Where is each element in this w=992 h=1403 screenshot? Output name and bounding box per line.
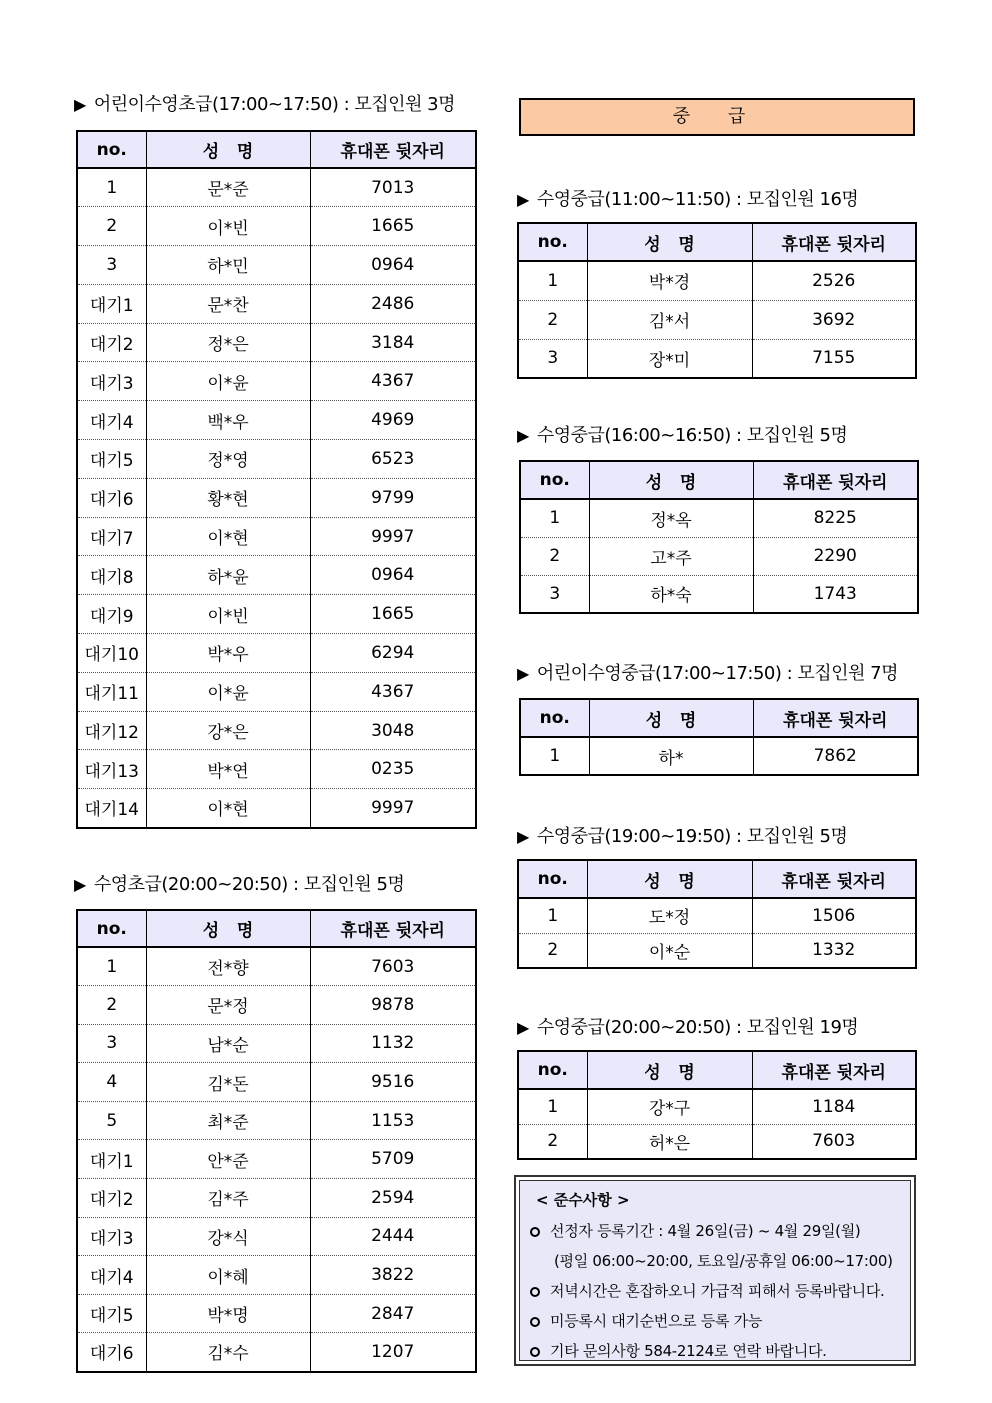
cell-name: 하*윤 bbox=[146, 556, 310, 595]
circle-bullet-icon bbox=[530, 1287, 540, 1297]
cell-name: 김*돈 bbox=[146, 1063, 310, 1102]
cell-phone: 4367 bbox=[310, 672, 476, 711]
header-name: 성 명 bbox=[146, 131, 310, 168]
cell-name: 강*은 bbox=[146, 711, 310, 750]
cell-no: 3 bbox=[77, 246, 146, 285]
cell-phone: 0964 bbox=[310, 556, 476, 595]
table-row bbox=[77, 207, 476, 246]
cell-name: 김*서 bbox=[587, 300, 752, 339]
header-phone: 휴대폰 뒷자리 bbox=[310, 131, 476, 168]
cell-phone: 3692 bbox=[752, 300, 916, 339]
table-row bbox=[77, 168, 476, 207]
triangle-bullet-icon: ▶ bbox=[517, 827, 529, 846]
table-row bbox=[77, 323, 476, 362]
header-phone: 휴대폰 뒷자리 bbox=[752, 1051, 916, 1089]
table-row bbox=[518, 1089, 916, 1124]
cell-name: 문*정 bbox=[146, 986, 310, 1025]
cell-name: 이*빈 bbox=[146, 595, 310, 634]
table-header-row bbox=[518, 223, 916, 261]
circle-bullet-icon bbox=[530, 1317, 540, 1327]
cell-name: 전*향 bbox=[146, 947, 310, 986]
circle-bullet-icon bbox=[530, 1227, 540, 1237]
table-row bbox=[77, 1256, 476, 1295]
section-title-text: 수영초급(20:00~20:50) : 모집인원 5명 bbox=[93, 874, 405, 895]
table-row bbox=[77, 789, 476, 828]
cell-no: 대기4 bbox=[77, 401, 146, 440]
cell-phone: 3822 bbox=[310, 1256, 476, 1295]
cell-name: 정*옥 bbox=[589, 499, 753, 537]
section-title bbox=[517, 659, 898, 685]
table-row bbox=[77, 595, 476, 634]
header-name: 성 명 bbox=[587, 1051, 752, 1089]
table-header-row bbox=[518, 860, 916, 898]
cell-phone: 0235 bbox=[310, 750, 476, 789]
cell-no: 대기2 bbox=[77, 1179, 146, 1218]
cell-no: 2 bbox=[518, 1124, 587, 1159]
cell-name: 장*미 bbox=[587, 339, 752, 378]
roster-table bbox=[517, 859, 917, 969]
cell-no: 대기10 bbox=[77, 634, 146, 673]
cell-name: 최*준 bbox=[146, 1101, 310, 1140]
cell-phone: 2290 bbox=[753, 537, 918, 575]
table-row bbox=[77, 1333, 476, 1372]
table-row bbox=[518, 898, 916, 933]
table-row bbox=[77, 1294, 476, 1333]
roster-table bbox=[76, 130, 477, 829]
header-phone: 휴대폰 뒷자리 bbox=[310, 910, 476, 947]
cell-name: 허*은 bbox=[587, 1124, 752, 1159]
triangle-bullet-icon: ▶ bbox=[517, 190, 529, 209]
cell-no: 대기8 bbox=[77, 556, 146, 595]
table-header-row bbox=[520, 461, 918, 499]
header-name: 성 명 bbox=[589, 699, 753, 737]
cell-name: 박*명 bbox=[146, 1294, 310, 1333]
cell-phone: 7862 bbox=[753, 737, 918, 775]
cell-name: 박*우 bbox=[146, 634, 310, 673]
table-row bbox=[520, 537, 918, 575]
triangle-bullet-icon: ▶ bbox=[74, 95, 86, 114]
notice-item bbox=[530, 1338, 902, 1368]
table-row bbox=[77, 986, 476, 1025]
table-row bbox=[77, 556, 476, 595]
cell-no: 대기7 bbox=[77, 517, 146, 556]
triangle-bullet-icon: ▶ bbox=[517, 1018, 529, 1037]
table-row bbox=[520, 499, 918, 537]
header-name: 성 명 bbox=[146, 910, 310, 947]
table-row bbox=[77, 246, 476, 285]
cell-phone: 1743 bbox=[753, 575, 918, 613]
header-phone: 휴대폰 뒷자리 bbox=[753, 699, 918, 737]
table-row bbox=[77, 1063, 476, 1102]
cell-phone: 3048 bbox=[310, 711, 476, 750]
cell-no: 2 bbox=[520, 537, 589, 575]
section-title bbox=[517, 421, 847, 447]
table-row bbox=[77, 634, 476, 673]
cell-no: 2 bbox=[518, 300, 587, 339]
header-name: 성 명 bbox=[589, 461, 753, 499]
section-title bbox=[74, 90, 455, 116]
table-row bbox=[520, 737, 918, 775]
cell-no: 1 bbox=[518, 898, 587, 933]
cell-phone: 9878 bbox=[310, 986, 476, 1025]
header-no: no. bbox=[520, 461, 589, 499]
cell-no: 대기5 bbox=[77, 1294, 146, 1333]
cell-phone: 8225 bbox=[753, 499, 918, 537]
notice-inner bbox=[519, 1180, 911, 1361]
section-title-text: 수영중급(19:00~19:50) : 모집인원 5명 bbox=[536, 826, 848, 847]
cell-phone: 2486 bbox=[310, 284, 476, 323]
cell-no: 5 bbox=[77, 1101, 146, 1140]
table-row bbox=[77, 711, 476, 750]
section-title bbox=[517, 1013, 858, 1039]
cell-name: 문*준 bbox=[146, 168, 310, 207]
cell-no: 대기2 bbox=[77, 323, 146, 362]
header-phone: 휴대폰 뒷자리 bbox=[752, 860, 916, 898]
cell-no: 대기6 bbox=[77, 1333, 146, 1372]
roster-table bbox=[519, 698, 919, 776]
cell-phone: 7603 bbox=[752, 1124, 916, 1159]
cell-name: 안*준 bbox=[146, 1140, 310, 1179]
cell-phone: 1207 bbox=[310, 1333, 476, 1372]
cell-phone: 2526 bbox=[752, 261, 916, 300]
cell-name: 고*주 bbox=[589, 537, 753, 575]
header-no: no. bbox=[77, 131, 146, 168]
cell-name: 김*수 bbox=[146, 1333, 310, 1372]
cell-phone: 0964 bbox=[310, 246, 476, 285]
triangle-bullet-icon: ▶ bbox=[74, 875, 86, 894]
cell-no: 대기3 bbox=[77, 1217, 146, 1256]
triangle-bullet-icon: ▶ bbox=[517, 426, 529, 445]
cell-name: 이*윤 bbox=[146, 362, 310, 401]
cell-phone: 1184 bbox=[752, 1089, 916, 1124]
table-row bbox=[77, 947, 476, 986]
header-no: no. bbox=[77, 910, 146, 947]
cell-phone: 2444 bbox=[310, 1217, 476, 1256]
cell-name: 백*우 bbox=[146, 401, 310, 440]
cell-phone: 9997 bbox=[310, 517, 476, 556]
cell-name: 이*빈 bbox=[146, 207, 310, 246]
table-row bbox=[77, 401, 476, 440]
cell-phone: 5709 bbox=[310, 1140, 476, 1179]
cell-name: 이*현 bbox=[146, 517, 310, 556]
cell-no: 2 bbox=[77, 986, 146, 1025]
notice-title: < 준수사항 > bbox=[536, 1191, 630, 1209]
cell-name: 문*찬 bbox=[146, 284, 310, 323]
header-name: 성 명 bbox=[587, 860, 752, 898]
cell-phone: 9516 bbox=[310, 1063, 476, 1102]
cell-name: 하*민 bbox=[146, 246, 310, 285]
cell-name: 하* bbox=[589, 737, 753, 775]
table-row bbox=[77, 1024, 476, 1063]
cell-phone: 1153 bbox=[310, 1101, 476, 1140]
cell-no: 대기14 bbox=[77, 789, 146, 828]
cell-no: 1 bbox=[518, 1089, 587, 1124]
cell-no: 2 bbox=[77, 207, 146, 246]
cell-no: 대기9 bbox=[77, 595, 146, 634]
circle-bullet-icon bbox=[530, 1347, 540, 1357]
table-row bbox=[518, 933, 916, 968]
cell-no: 대기6 bbox=[77, 478, 146, 517]
cell-phone: 6294 bbox=[310, 634, 476, 673]
cell-no: 1 bbox=[520, 737, 589, 775]
roster-table bbox=[76, 909, 477, 1373]
cell-phone: 9799 bbox=[310, 478, 476, 517]
section-title-text: 수영중급(20:00~20:50) : 모집인원 19명 bbox=[536, 1017, 859, 1038]
cell-name: 박*경 bbox=[587, 261, 752, 300]
cell-phone: 2847 bbox=[310, 1294, 476, 1333]
table-header-row bbox=[77, 910, 476, 947]
table-header-row bbox=[520, 699, 918, 737]
level-banner-intermediate: 중 급 bbox=[519, 98, 915, 136]
header-phone: 휴대폰 뒷자리 bbox=[753, 461, 918, 499]
notice-box bbox=[514, 1175, 916, 1366]
cell-no: 3 bbox=[77, 1024, 146, 1063]
notice-item-text: 미등록시 대기순번으로 등록 가능 bbox=[550, 1312, 763, 1330]
cell-phone: 1506 bbox=[752, 898, 916, 933]
cell-name: 정*영 bbox=[146, 440, 310, 479]
table-row bbox=[77, 362, 476, 401]
cell-no: 대기1 bbox=[77, 284, 146, 323]
section-title-text: 어린이수영초급(17:00~17:50) : 모집인원 3명 bbox=[93, 94, 456, 115]
header-no: no. bbox=[518, 860, 587, 898]
table-header-row bbox=[518, 1051, 916, 1089]
cell-phone: 6523 bbox=[310, 440, 476, 479]
notice-item bbox=[530, 1308, 902, 1338]
table-row bbox=[77, 1140, 476, 1179]
cell-name: 강*식 bbox=[146, 1217, 310, 1256]
cell-no: 1 bbox=[77, 947, 146, 986]
cell-name: 이*현 bbox=[146, 789, 310, 828]
header-phone: 휴대폰 뒷자리 bbox=[752, 223, 916, 261]
cell-name: 이*순 bbox=[587, 933, 752, 968]
table-row bbox=[77, 517, 476, 556]
roster-table bbox=[517, 222, 917, 379]
section-title bbox=[517, 185, 858, 211]
table-row bbox=[77, 750, 476, 789]
cell-name: 김*주 bbox=[146, 1179, 310, 1218]
cell-phone: 1132 bbox=[310, 1024, 476, 1063]
table-row bbox=[77, 672, 476, 711]
cell-name: 도*정 bbox=[587, 898, 752, 933]
table-row bbox=[518, 261, 916, 300]
cell-no: 2 bbox=[518, 933, 587, 968]
cell-name: 이*혜 bbox=[146, 1256, 310, 1295]
cell-name: 이*윤 bbox=[146, 672, 310, 711]
cell-phone: 7013 bbox=[310, 168, 476, 207]
table-row bbox=[77, 1101, 476, 1140]
section-title-text: 수영중급(11:00~11:50) : 모집인원 16명 bbox=[536, 189, 859, 210]
cell-name: 박*연 bbox=[146, 750, 310, 789]
header-no: no. bbox=[518, 1051, 587, 1089]
section-title-text: 수영중급(16:00~16:50) : 모집인원 5명 bbox=[536, 425, 848, 446]
cell-no: 3 bbox=[518, 339, 587, 378]
cell-phone: 7155 bbox=[752, 339, 916, 378]
cell-phone: 1332 bbox=[752, 933, 916, 968]
cell-no: 1 bbox=[518, 261, 587, 300]
cell-no: 대기3 bbox=[77, 362, 146, 401]
notice-item bbox=[530, 1218, 902, 1248]
cell-no: 대기1 bbox=[77, 1140, 146, 1179]
cell-name: 황*현 bbox=[146, 478, 310, 517]
notice-item-text: 선정자 등록기간 : 4월 26일(금) ~ 4월 29일(월) bbox=[550, 1222, 861, 1240]
roster-table bbox=[517, 1050, 917, 1160]
table-row bbox=[77, 1179, 476, 1218]
cell-phone: 1665 bbox=[310, 595, 476, 634]
cell-no: 대기11 bbox=[77, 672, 146, 711]
section-title-text: 어린이수영중급(17:00~17:50) : 모집인원 7명 bbox=[536, 663, 899, 684]
cell-no: 4 bbox=[77, 1063, 146, 1102]
cell-no: 대기5 bbox=[77, 440, 146, 479]
notice-item bbox=[530, 1278, 902, 1308]
table-row bbox=[520, 575, 918, 613]
header-name: 성 명 bbox=[587, 223, 752, 261]
header-no: no. bbox=[520, 699, 589, 737]
cell-phone: 9997 bbox=[310, 789, 476, 828]
notice-item-text: 기타 문의사항 584-2124로 연락 바랍니다. bbox=[550, 1342, 827, 1360]
triangle-bullet-icon: ▶ bbox=[517, 664, 529, 683]
cell-name: 정*은 bbox=[146, 323, 310, 362]
table-row bbox=[77, 478, 476, 517]
notice-list bbox=[530, 1218, 902, 1368]
cell-phone: 4367 bbox=[310, 362, 476, 401]
header-no: no. bbox=[518, 223, 587, 261]
roster-table bbox=[519, 460, 919, 614]
cell-phone: 4969 bbox=[310, 401, 476, 440]
cell-name: 강*구 bbox=[587, 1089, 752, 1124]
table-row bbox=[77, 284, 476, 323]
notice-item-text: (평일 06:00~20:00, 토요일/공휴일 06:00~17:00) bbox=[554, 1252, 893, 1270]
notice-item bbox=[530, 1248, 902, 1278]
cell-name: 하*숙 bbox=[589, 575, 753, 613]
cell-phone: 2594 bbox=[310, 1179, 476, 1218]
table-row bbox=[77, 440, 476, 479]
cell-no: 3 bbox=[520, 575, 589, 613]
section-title bbox=[74, 870, 404, 896]
table-row bbox=[77, 1217, 476, 1256]
table-header-row bbox=[77, 131, 476, 168]
cell-phone: 7603 bbox=[310, 947, 476, 986]
cell-name: 남*순 bbox=[146, 1024, 310, 1063]
cell-phone: 3184 bbox=[310, 323, 476, 362]
table-row bbox=[518, 300, 916, 339]
cell-phone: 1665 bbox=[310, 207, 476, 246]
table-row bbox=[518, 1124, 916, 1159]
cell-no: 대기4 bbox=[77, 1256, 146, 1295]
table-row bbox=[518, 339, 916, 378]
cell-no: 1 bbox=[520, 499, 589, 537]
section-title bbox=[517, 822, 847, 848]
notice-item-text: 저녁시간은 혼잡하오니 가급적 피해서 등록바랍니다. bbox=[550, 1282, 885, 1300]
cell-no: 대기12 bbox=[77, 711, 146, 750]
cell-no: 대기13 bbox=[77, 750, 146, 789]
cell-no: 1 bbox=[77, 168, 146, 207]
